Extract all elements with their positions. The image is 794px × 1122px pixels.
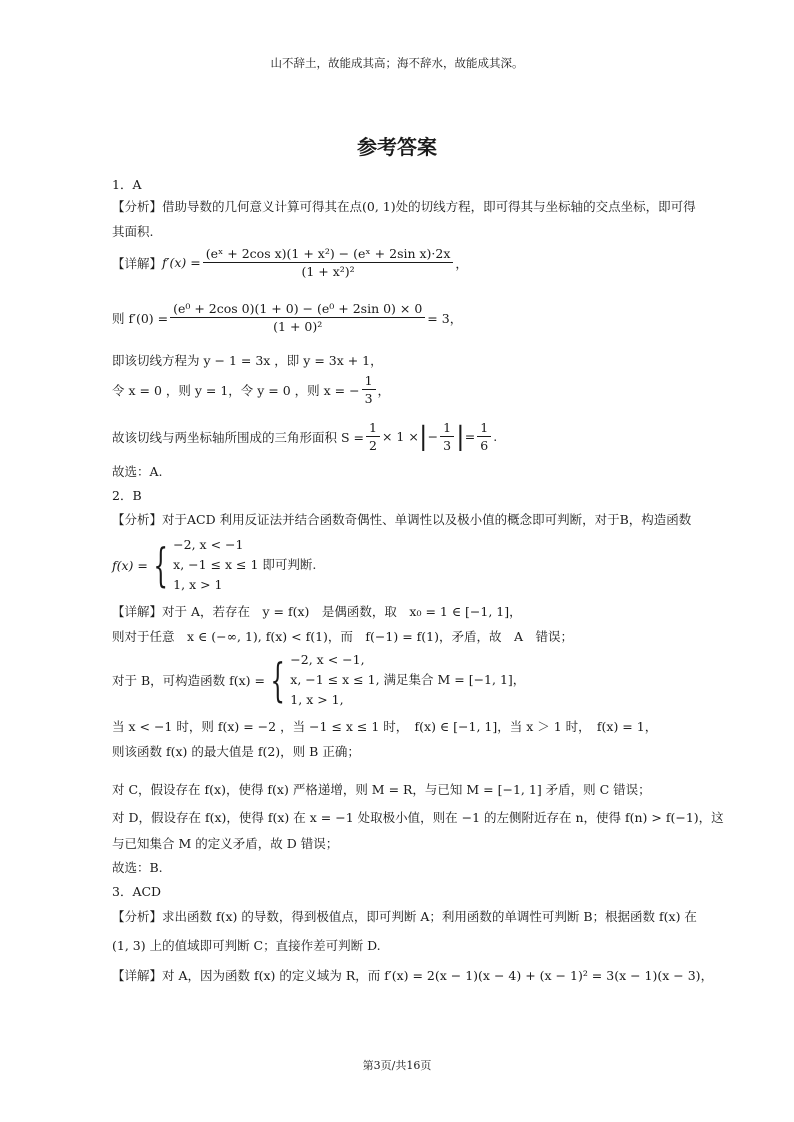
page-header-motto: 山不辞土，故能成其高；海不辞水，故能成其深。 [270, 56, 524, 70]
q1-area-abs-fraction [440, 420, 454, 453]
q1-area-half-numerator: 1 [366, 420, 380, 437]
q2-c: 对 C，假设存在 f(x)，使得 f(x) 严格递增，则 M = R，与已知 M = [−1, 1] 矛盾，则 C 错误； [112, 782, 651, 797]
q2-detail-a2: 则对于任意 x ∈ (−∞, 1), f(x) < f(1)，而 f(−1) = f(1)，矛盾，故 A 错误； [112, 629, 574, 644]
q2-b-lhs: 对于 B，可构造函数 f(x) = [112, 673, 266, 688]
q1-fprime-lhs: f′(x) = [162, 255, 201, 270]
q1-analysis-line2: 其面积. [112, 224, 154, 239]
q1-intercept-numerator: 1 [362, 373, 376, 390]
q1-intercepts [112, 373, 390, 406]
q2-choose: 故选：B. [112, 860, 163, 875]
q1-area-abs-close: | [456, 421, 465, 452]
q2-detail-a: 【详解】对于 A，若存在 y = f(x) 是偶函数，取 x₀ = 1 ∈ [−1, 1]， [112, 604, 522, 619]
q3-answer: 3．ACD [112, 884, 162, 899]
q2-piecewise-function [112, 535, 316, 595]
q2-d-line2: 与已知集合 M 的定义矛盾，故 D 错误； [112, 836, 339, 851]
q3-analysis-line1: 【分析】求出函数 f(x) 的导数，得到极值点，即可判断 A；利用函数的单调性可判断 B；根据函数 f(x) 在 [112, 909, 697, 924]
q1-fprime-denominator: (1 + x²)² [301, 264, 355, 279]
q1-area-mid: × 1 × [381, 429, 419, 444]
q2-piece-lhs: f(x) = [112, 557, 148, 573]
q1-derivative-formula [112, 246, 468, 279]
q1-area-result-numerator: 1 [477, 420, 491, 437]
q2-b-case-2: x, −1 ≤ x ≤ 1, 满足集合 M = [−1, 1]， [290, 672, 526, 687]
q1-choose: 故选：A. [112, 464, 163, 479]
q1-area-half-denominator: 2 [369, 438, 377, 453]
q2-b-cases-text: 当 x < −1 时，则 f(x) = −2 ，当 −1 ≤ x ≤ 1 时， f(x) ∈ [−1, 1]，当 x ＞ 1 时， f(x) = 1， [112, 719, 658, 734]
page-footer-number: 第3页/共16页 [362, 1059, 432, 1072]
q2-piece-case-1: −2, x < −1 [173, 537, 244, 552]
q1-area-abs-numerator: 1 [440, 420, 454, 437]
q1-area-equals: = [464, 429, 476, 444]
q1-area-text: 故该切线与两坐标轴所围成的三角形面积 S = [112, 429, 364, 445]
q1-area-result-denominator: 6 [480, 438, 489, 453]
q2-d-line1: 对 D，假设存在 f(x)，使得 f(x) 在 x = −1 处取极小值，则在 −1 的左侧附近存在 n，使得 f(n) > f(−1)，这 [112, 810, 724, 825]
q2-b-cases [290, 650, 525, 710]
q1-fprime-tail: ， [455, 255, 468, 271]
q1-f0-denominator: (1 + 0)² [273, 319, 323, 334]
q1-area-abs-denominator: 3 [443, 438, 452, 453]
q2-piece-brace: { [153, 538, 168, 592]
q1-area: 故该切线与两坐标轴所围成的三角形面积 S = $\frac{1}{2}$ × 1 × | − $\frac{1}{3}$ | = $\frac{1}{6}$ . [112, 420, 498, 453]
q2-piece-cases [173, 535, 316, 595]
page-title: 参考答案 [357, 135, 437, 159]
q1-f0-formula [112, 301, 462, 334]
q1-f0-lhs: 则 f′(0) = [112, 310, 169, 326]
q1-f0-fraction [170, 301, 425, 334]
q1-tangent-line: 即该切线方程为 y − 1 = 3x ，即 y = 3x + 1， [112, 353, 383, 368]
q1-fprime-numerator: (eˣ + 2cos x)(1 + x²) − (eˣ + 2sin x)·2x [203, 246, 454, 263]
q1-area-result [477, 420, 491, 453]
q3-analysis-line2: (1, 3) 上的值域即可判断 C；直接作差可判断 D. [112, 938, 381, 953]
q2-b-case-3: 1, x > 1, [290, 692, 344, 707]
q1-intercept-fraction [362, 373, 376, 406]
q1-intercept-denominator: 3 [364, 391, 373, 406]
q2-b-case-1: −2, x < −1, [290, 652, 365, 667]
q3-detail: 【详解】对 A，因为函数 f(x) 的定义域为 R，而 f′(x) = 2(x − 1)(x − 4) + (x − 1)² = 3(x − 1)(x − 3)， [112, 968, 714, 983]
q1-fprime-fraction [203, 246, 454, 279]
q1-intercepts-text: 令 x = 0 ，则 y = 1，令 y = 0 ，则 x = − [112, 382, 360, 398]
q1-area-end: . [493, 429, 498, 444]
q1-area-abs-open: | [418, 421, 428, 452]
q2-b-max: 则该函数 f(x) 的最大值是 f(2)，则 B 正确； [112, 744, 360, 759]
q1-area-half [366, 420, 380, 453]
q1-answer: 1．A [112, 177, 142, 192]
q2-answer: 2．B [112, 488, 142, 503]
q2-b-construction [112, 650, 525, 710]
q1-f0-numerator: (e⁰ + 2cos 0)(1 + 0) − (e⁰ + 2sin 0) × 0 [170, 301, 425, 318]
q2-analysis-line1: 【分析】对于ACD 利用反证法并结合函数奇偶性、单调性以及极小值的概念即可判断，对于B，构造函数 [112, 512, 692, 527]
q1-analysis-line1: 【分析】借助导数的几何意义计算可得其在点(0, 1)处的切线方程，即可得其与坐标轴的交点坐标，即可得 [112, 199, 696, 214]
q2-piece-case-3: 1, x > 1 [173, 577, 223, 592]
q1-detail-label: 【详解】 [112, 255, 163, 271]
q1-intercepts-tail: ， [377, 382, 391, 398]
q2-b-brace: { [270, 653, 285, 707]
q2-piece-case-2: x, −1 ≤ x ≤ 1 即可判断. [173, 557, 317, 572]
q1-f0-tail: = 3， [427, 310, 463, 326]
